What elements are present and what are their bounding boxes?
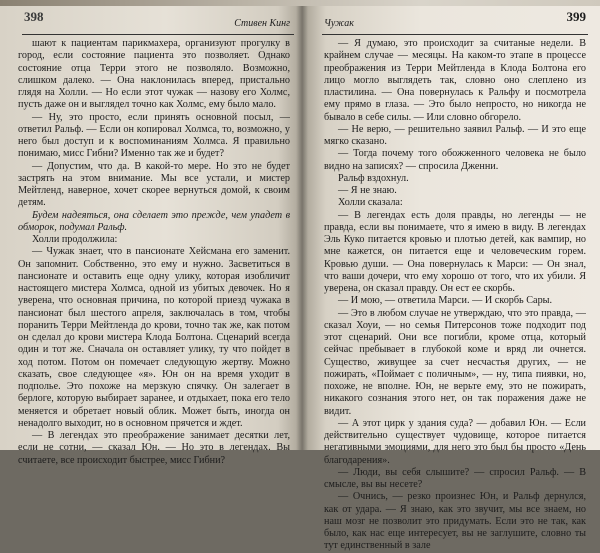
left-page-text [18,38,290,467]
right-page [302,6,600,552]
paragraph: — Люди, вы себя слышите? — спросил Ральф. — В смысле, вы вы несете? [324,466,586,490]
paragraph: — И мою, — ответила Марси. — И скорбь Сары. [338,295,553,307]
paragraph: — Очнись, — резко произнес Юн, и Ральф дернулся, как от удара. — Я знаю, как это звучит, мы все знаем, но наш мозг не позволит это придумать. Если это не так, как было, как нас еще интересует, вы не заглушите, словно ты тут единственный в зале [324,491,586,552]
right-page-text [324,38,586,553]
paragraph: — Я не знаю. [338,185,397,196]
paragraph: — Ну, это просто, если принять основной посыл, — ответил Ральф. — Если он копировал Холмса, то, возможно, у него был доступ и к воспоминаниям Холмса. Я правильно понимаю, мисс Гибни? Именно так же и будет? [18,111,290,160]
paragraph: — Не верю, — решительно заявил Ральф. — И это еще мягко сказано. [324,123,586,147]
right-running-head: Чужак [324,18,354,29]
paragraph: Ральф вздохнул. [338,172,409,184]
paragraph: Холли продолжила: [32,234,118,245]
paragraph: — Это в любом случае не утверждаю, что это правда, — сказал Хоуи, — но семья Питерсонов тоже подходит под этот сценарий. Они все погибли, кроме отца, который сейчас пребывает в глубокой коме и вряд ли очнется. Существо, живущее за счет несчастья других, — не пожирать, «Поймает с поличным», — ну, типа пиявки, но, похоже, не вполне. Юн, не верьте ему, это не пожирать, никакого сознания этого нет, он так поражения даже не видит. [324,307,586,417]
paragraph: — Чужак знает, что в пансионате Хейсмана его заменит. Он запомнит. Собственно, это ему и нужно. Засветиться в пансионате и оставить еще одну улику, которая изобличит настоящего мистера Холмса, одной из убитых девочек. Но я уверена, что основная причина, по которой приезд чужака в пансионат был шестого апреля, заключалась в том, чтобы поранить Терри Мейтленда до крови, точно так же, как потом он сделал до крови мистера Клода Болтона. Сценарий всегда один и тот же. Сначала он оставляет улику, ту что пойдет в ход потом. Потом он помечает следующую жертву. Можно сказать, свое следующее «я». Юн он на время уходит в подполье. Это похоже на мерзкую спячку. Он залегает в берлоге, которую выбирает заранее, и отдыхает, пока его тело меняется и обретает новый облик. Может быть, иногда он ненадолго выходит, но в основном прячется и ждет. [18,246,290,429]
left-page [0,6,302,466]
paragraph: — В легендах есть доля правды, но легенды — не правда, если вы понимаете, что я имею в виду. В легендах Эль Куко питается кровью и плотью детей, как вампир, но мне кажется, он питается еще и человеческим горем. Кровью души. — Она повернулась к Марси: — Он знал, что ваши дочери, что ему хорошо от того, что их убили. Я уверена, он сказал правду. Он ест ее скорбь. [324,209,586,294]
paragraph: шают к пациентам парикмахера, организуют прогулку в город, если состояние пациента это позволяет. Однако состояние отца Терри этого не позволяло. Возможно, слишком далеко. — Она наклонилась вперед, пристально глядя на Холли. — Но если этот чужак — назову его Холмс, пусть даже он и выглядел точно как Холмс, ему было мало. [18,38,290,111]
right-page-number: 399 [566,9,586,24]
left-running-head: Стивен Кинг [234,18,290,29]
paragraph: — В легендах это преображение занимает десятки лет, если не сотни, — сказал Юн. — Но это в легендах. Вы считаете, все происходит быстрее, мисс Гибни? [18,430,290,466]
paragraph: — Я думаю, это происходит за считаные недели. В крайнем случае — месяцы. На каком-то этапе в процессе преображения из Терри Мейтленда в Клода Болтона его лицо могло выглядеть так, словно оно слеплено из пластилина. — Она повернулась к Ральфу и посмотрела ему прямо в глаза. — Это было непросто, но никогда не бывало в себе силы. — Или словно обгорело. [324,38,586,123]
paragraph: — Допустим, что да. В какой-то мере. Но это не будет застрять на этом внимание. Мы все устали, и мистер Мейтленд, наверное, хочет скорее вернуться домой, к своим детям. [18,160,290,209]
paragraph-italic: Будем надеяться, она сделает это прежде, чем упадет в обморок, подумал Ральф. [18,209,290,233]
left-header-rule [22,34,294,35]
paragraph: — А этот цирк у здания суда? — добавил Юн. — Если действительно существует чудовище, которое питается негативными эмоциями, для него это был бы просто «День благодарения». [324,417,586,466]
right-header-rule [322,34,588,35]
paragraph: — Тогда почему того обожженного человека не было видно на записях? — спросила Дженни. [324,148,586,172]
book-gutter-shadow [296,6,308,450]
open-book [0,6,600,552]
left-page-number: 398 [24,9,44,24]
paragraph: Холли сказала: [338,197,403,209]
